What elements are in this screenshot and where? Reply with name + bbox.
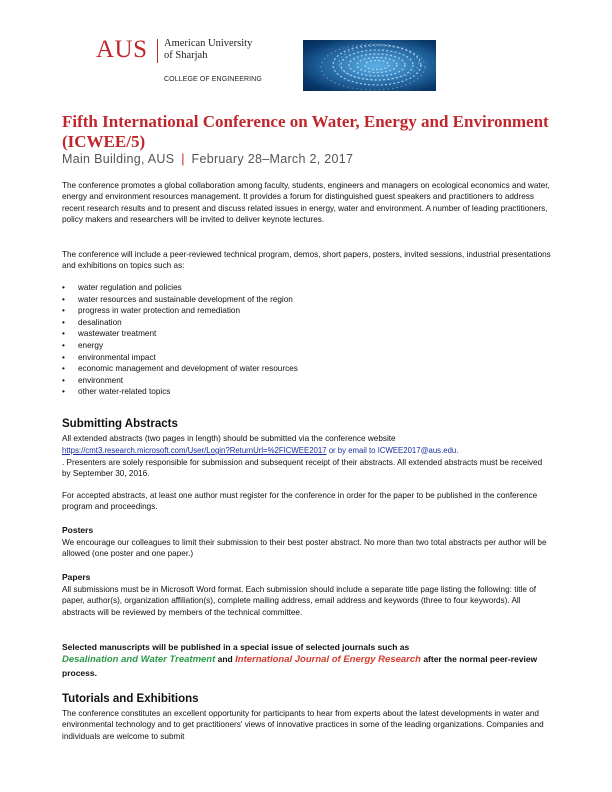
topics-list	[62, 282, 542, 398]
conference-title: Fifth International Conference on Water, Energy and Environment (ICWEE/5)	[62, 112, 549, 151]
list-item: • energy	[62, 340, 542, 352]
papers-heading: Papers	[62, 572, 91, 582]
conference-email[interactable]: ICWEE2017@aus.edu	[377, 446, 457, 455]
logo-mark: AUS	[96, 36, 148, 63]
posters-heading: Posters	[62, 525, 94, 535]
list-item: • other water-related topics	[62, 386, 542, 398]
posters-paragraph: We encourage our colleagues to limit their submission to their best poster abstract. No more than two total abstracts per author will be allowed (one poster and one paper.)	[62, 538, 547, 559]
college-name: COLLEGE OF ENGINEERING	[164, 76, 262, 83]
list-item: • environmental impact	[62, 352, 542, 364]
papers-paragraph: All submissions must be in Microsoft Word format. Each submission should include a separate title page listing the following: title of paper, author(s), organization affiliation(s), complete mailing address, email address and keywords (three to four keywords). All abstracts will be reviewed by members of the technical committee.	[62, 585, 537, 617]
selected-manuscripts-paragraph	[62, 641, 552, 679]
program-paragraph: The conference will include a peer-reviewed technical program, demos, short papers, posters, invited sessions, industrial presentations and exhibitions on topics such as:	[62, 250, 551, 271]
aus-logo	[96, 36, 276, 88]
list-item: • environment	[62, 375, 542, 387]
intro-paragraph: The conference promotes a global collaboration among faculty, students, engineers and managers on ecological economics and water, energy and environment resources management. It provides a forum for distinguished guest speakers and practitioners to address recent research results and to present and discuss related issues in energy, water and environment. A number of leading practitioners, policy makers and researchers will be invited to deliver keynote lectures.	[62, 181, 550, 225]
conference-subtitle	[62, 152, 353, 166]
journal-energy-research: International Journal of Energy Research	[235, 654, 421, 666]
list-item: • economic management and development of water resources	[62, 363, 542, 375]
submitting-link-line	[62, 445, 552, 456]
accepted-abstracts-paragraph: For accepted abstracts, at least one author must register for the conference in order for the paper to be published in the conference program and proceedings.	[62, 491, 538, 512]
tutorials-paragraph: The conference constitutes an excellent opportunity for participants to hear from experts about the latest developments in water and environmental technology and to get practitioners' views of innovative practices in some of the leading organizations. Companies and individuals are welcome to submit	[62, 709, 544, 741]
selected-and: and	[215, 654, 236, 665]
subtitle-separator: |	[181, 152, 185, 166]
logo-divider	[157, 39, 158, 63]
tutorials-heading: Tutorials and Exhibitions	[62, 693, 199, 705]
link-period: .	[456, 446, 459, 455]
submitting-details: . Presenters are solely responsible for submission and subsequent receipt of their abstracts. All extended abstracts must be received by September 30, 2016.	[62, 458, 543, 479]
venue: Main Building, AUS	[62, 152, 175, 166]
list-item: • desalination	[62, 317, 542, 329]
list-item: • water regulation and policies	[62, 282, 542, 294]
submitting-heading: Submitting Abstracts	[62, 418, 178, 430]
selected-part2: after the normal peer-review process.	[62, 654, 538, 678]
conference-dates: February 28–March 2, 2017	[191, 152, 354, 166]
university-name-line2: of Sharjah	[164, 50, 208, 61]
or-email-text: or by email to	[326, 446, 378, 455]
submitting-line1: All extended abstracts (two pages in length) should be submitted via the conference website	[62, 434, 396, 443]
list-item: • progress in water protection and remediation	[62, 305, 542, 317]
conference-website-link[interactable]: https://cmt3.research.microsoft.com/User/Login?ReturnUrl=%2FICWEE2017	[62, 446, 327, 455]
university-name-line1: American University	[164, 38, 253, 49]
list-item: • wastewater treatment	[62, 328, 542, 340]
fish-school-image	[303, 40, 436, 91]
journal-desalination: Desalination and Water Treatment	[62, 654, 216, 666]
selected-part1: Selected manuscripts will be published in a special issue of selected journals such as	[62, 642, 410, 652]
fish-swirl-graphic	[303, 40, 436, 91]
list-item: • water resources and sustainable development of the region	[62, 294, 542, 306]
